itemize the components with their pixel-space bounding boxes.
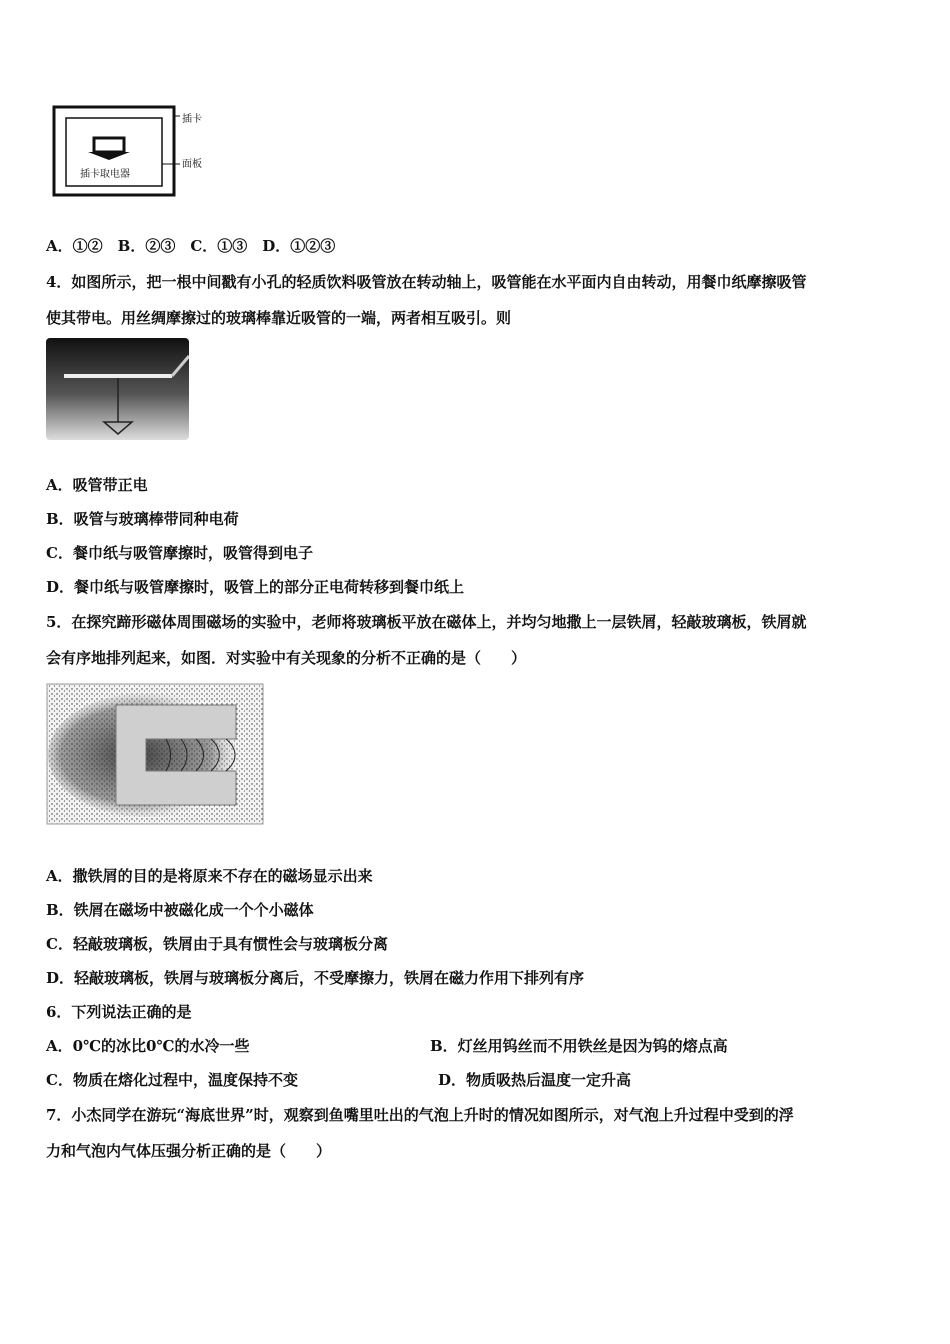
q6-option-b: B．灯丝用钨丝而不用铁丝是因为钨的熔点高: [430, 1037, 728, 1055]
straw-figure: [46, 338, 189, 440]
q6-option-d: D．物质吸热后温度一定升高: [438, 1071, 632, 1089]
fig1-label-panel: 面板: [182, 159, 202, 170]
q6-option-c: C．物质在熔化过程中，温度保持不变: [46, 1071, 298, 1089]
q3-options: A．①② B．②③ C．①③ D．①②③: [46, 237, 336, 255]
q5-stem-line2: 会有序地排列起来，如图．对实验中有关现象的分析不正确的是（ ）: [46, 649, 527, 667]
iron-filings-figure: [46, 683, 264, 825]
q5-option-c: C．轻敲玻璃板，铁屑由于具有惯性会与玻璃板分离: [46, 935, 388, 953]
fig1-label-device: 插卡取电器: [80, 169, 130, 180]
q4-option-c: C．餐巾纸与吸管摩擦时，吸管得到电子: [46, 544, 313, 562]
q4-option-a: A．吸管带正电: [46, 476, 148, 494]
q4-option-d: D．餐巾纸与吸管摩擦时，吸管上的部分正电荷转移到餐巾纸上: [46, 578, 465, 596]
q4-stem-line2: 使其带电。用丝绸摩擦过的玻璃棒靠近吸管的一端，两者相互吸引。则: [46, 309, 512, 327]
q5-option-d: D．轻敲玻璃板，铁屑与玻璃板分离后，不受摩擦力，铁屑在磁力作用下排列有序: [46, 969, 585, 987]
q5-option-b: B．铁屑在磁场中被磁化成一个个小磁体: [46, 901, 314, 919]
q4-stem-line1: 4．如图所示，把一根中间戳有小孔的轻质饮料吸管放在转动轴上，吸管能在水平面内自由转动，用餐巾纸摩擦吸管: [46, 273, 807, 291]
q7-stem-line1: 7．小杰同学在游玩“海底世界”时，观察到鱼嘴里吐出的气泡上升时的情况如图所示，对气泡上升过程中受到的浮: [46, 1106, 794, 1124]
q7-stem-line2: 力和气泡内气体压强分析正确的是（ ）: [46, 1142, 332, 1160]
q6-stem: 6．下列说法正确的是: [46, 1003, 192, 1021]
q5-stem-line1: 5．在探究蹄形磁体周围磁场的实验中，老师将玻璃板平放在磁体上，并均匀地撒上一层铁屑，轻敲玻璃板，铁屑就: [46, 613, 807, 631]
q6-option-a: A．0℃的冰比0℃的水冷一些: [46, 1037, 250, 1055]
q5-option-a: A．撒铁屑的目的是将原来不存在的磁场显示出来: [46, 867, 373, 885]
fig1-label-card: 插卡: [182, 114, 202, 125]
q4-option-b: B．吸管与玻璃棒带同种电荷: [46, 510, 239, 528]
